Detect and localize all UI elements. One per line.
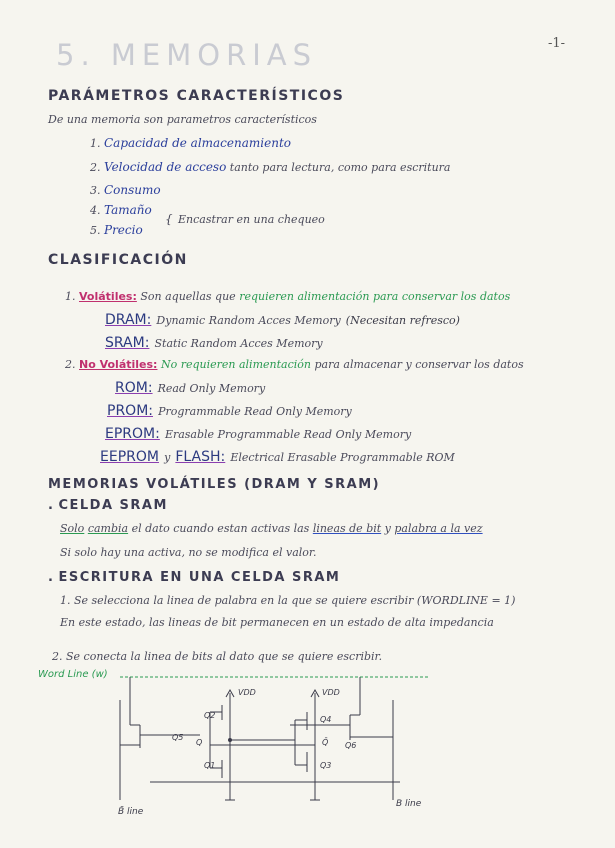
- type-desc: Programmable Read Only Memory: [158, 405, 352, 418]
- sram-cell-circuit-diagram: [0, 660, 615, 848]
- type-note: (Necesitan refresco): [345, 314, 460, 327]
- q6-label: Q6: [345, 741, 357, 750]
- type-name-2: FLASH:: [175, 449, 226, 465]
- param-item-note: Encastrar en una chequeo: [178, 213, 325, 226]
- volatiles-line: [65, 290, 510, 303]
- type-desc: Dynamic Random Acces Memory: [156, 314, 341, 327]
- celda-sram-heading-text: CELDA SRAM: [58, 498, 168, 513]
- celda-text: lineas de bit: [312, 522, 382, 535]
- node-q-label: Q: [196, 738, 203, 747]
- volatiles-label: Volátiles:: [79, 290, 137, 303]
- type-name: SRAM:: [105, 335, 150, 351]
- param-item-2: [90, 160, 450, 174]
- param-item-num: 5.: [90, 224, 101, 237]
- type-eeprom-flash: [100, 446, 455, 465]
- q3-label: Q3: [320, 761, 332, 770]
- celda-text: Solo: [60, 522, 85, 535]
- param-item-note: tanto para lectura, como para escritura: [229, 161, 451, 174]
- type-name: PROM:: [107, 403, 153, 419]
- type-desc: Read Only Memory: [157, 382, 266, 395]
- param-item-num: 2.: [90, 161, 101, 174]
- type-name: EEPROM: [100, 449, 159, 465]
- type-name: EPROM:: [105, 426, 160, 442]
- type-sram: [105, 332, 323, 351]
- no-volatiles-desc-plain: para almacenar y conservar los datos: [314, 358, 524, 371]
- q2-label: Q2: [204, 711, 216, 720]
- type-eprom: [105, 423, 411, 442]
- param-item-text: Velocidad de acceso: [104, 160, 227, 174]
- q4-label: Q4: [320, 715, 332, 724]
- vdd-label: VDD: [322, 688, 340, 697]
- param-item-text: Capacidad de almacenamiento: [104, 136, 291, 150]
- param-item-5: [90, 223, 143, 237]
- parametros-intro: De una memoria son parametros característicos: [48, 113, 317, 126]
- volatiles-desc-green: requieren alimentación para conservar los datos: [239, 290, 511, 303]
- escritura-heading-text: ESCRITURA EN UNA CELDA SRAM: [58, 570, 341, 585]
- bline-label: B line: [396, 799, 422, 809]
- no-volatiles-label: No Volátiles:: [79, 358, 158, 371]
- celda-text: y: [384, 522, 391, 535]
- page-title: 5. MEMORIAS: [56, 38, 318, 72]
- type-dram: [105, 309, 460, 328]
- volatiles-num: 1.: [65, 290, 76, 303]
- type-joiner: y: [164, 451, 171, 464]
- celda-sram-line-2: Si solo hay una activa, no se modifica el valor.: [60, 546, 317, 559]
- celda-text: cambia: [87, 522, 129, 535]
- subsection-heading-celda-sram: . CELDA SRAM: [48, 498, 168, 513]
- escritura-step-1b: En este estado, las lineas de bit permanecen en un estado de alta impedancia: [60, 616, 494, 629]
- escritura-step-1: 1. Se selecciona la linea de palabra en la que se quiere escribir (WORDLINE = 1): [60, 594, 516, 607]
- subsection-heading-escritura: . ESCRITURA EN UNA CELDA SRAM: [48, 570, 341, 585]
- no-volatiles-num: 2.: [65, 358, 76, 371]
- type-rom: [115, 377, 265, 396]
- param-item-3: [90, 183, 161, 197]
- type-prom: [107, 400, 352, 419]
- celda-sram-line-1: [60, 522, 483, 535]
- param-item-num: 3.: [90, 184, 101, 197]
- vdd-label: VDD: [238, 688, 256, 697]
- section-heading-clasificacion: CLASIFICACIÓN: [48, 252, 188, 268]
- param-item-text: Consumo: [104, 183, 161, 197]
- type-desc: Static Random Acces Memory: [154, 337, 323, 350]
- page-number: -1-: [548, 36, 566, 51]
- param-item-text: Precio: [104, 223, 143, 237]
- section-heading-memorias-volatiles: MEMORIAS VOLÁTILES (DRAM Y SRAM): [48, 477, 381, 492]
- no-volatiles-desc-green: No requieren alimentación: [160, 358, 311, 371]
- type-name: DRAM:: [105, 312, 152, 328]
- celda-text: palabra a la vez: [394, 522, 483, 535]
- param-item-num: 1.: [90, 137, 101, 150]
- q5-label: Q5: [172, 733, 184, 742]
- type-desc: Electrical Erasable Programmable ROM: [230, 451, 455, 464]
- volatiles-desc-plain: Son aquellas que: [140, 290, 236, 303]
- param-item-4: [90, 203, 152, 217]
- param-item-text: Tamaño: [104, 203, 152, 217]
- q1-label: Q1: [204, 761, 216, 770]
- param-item-1: [90, 136, 291, 150]
- brace-icon: {: [165, 212, 173, 226]
- wordline-label: Word Line (w): [38, 669, 108, 680]
- node-qbar-label: Q̄: [322, 738, 329, 747]
- escritura-step-2: 2. Se conecta la linea de bits al dato que se quiere escribir.: [52, 650, 383, 663]
- type-name: ROM:: [115, 380, 153, 396]
- section-heading-parametros: PARÁMETROS CARACTERÍSTICOS: [48, 88, 345, 104]
- param-item-num: 4.: [90, 204, 101, 217]
- bline-bar-label: B̄ line: [118, 807, 144, 817]
- no-volatiles-line: [65, 358, 524, 371]
- type-desc: Erasable Programmable Read Only Memory: [164, 428, 412, 441]
- celda-text: el dato cuando estan activas las: [131, 522, 310, 535]
